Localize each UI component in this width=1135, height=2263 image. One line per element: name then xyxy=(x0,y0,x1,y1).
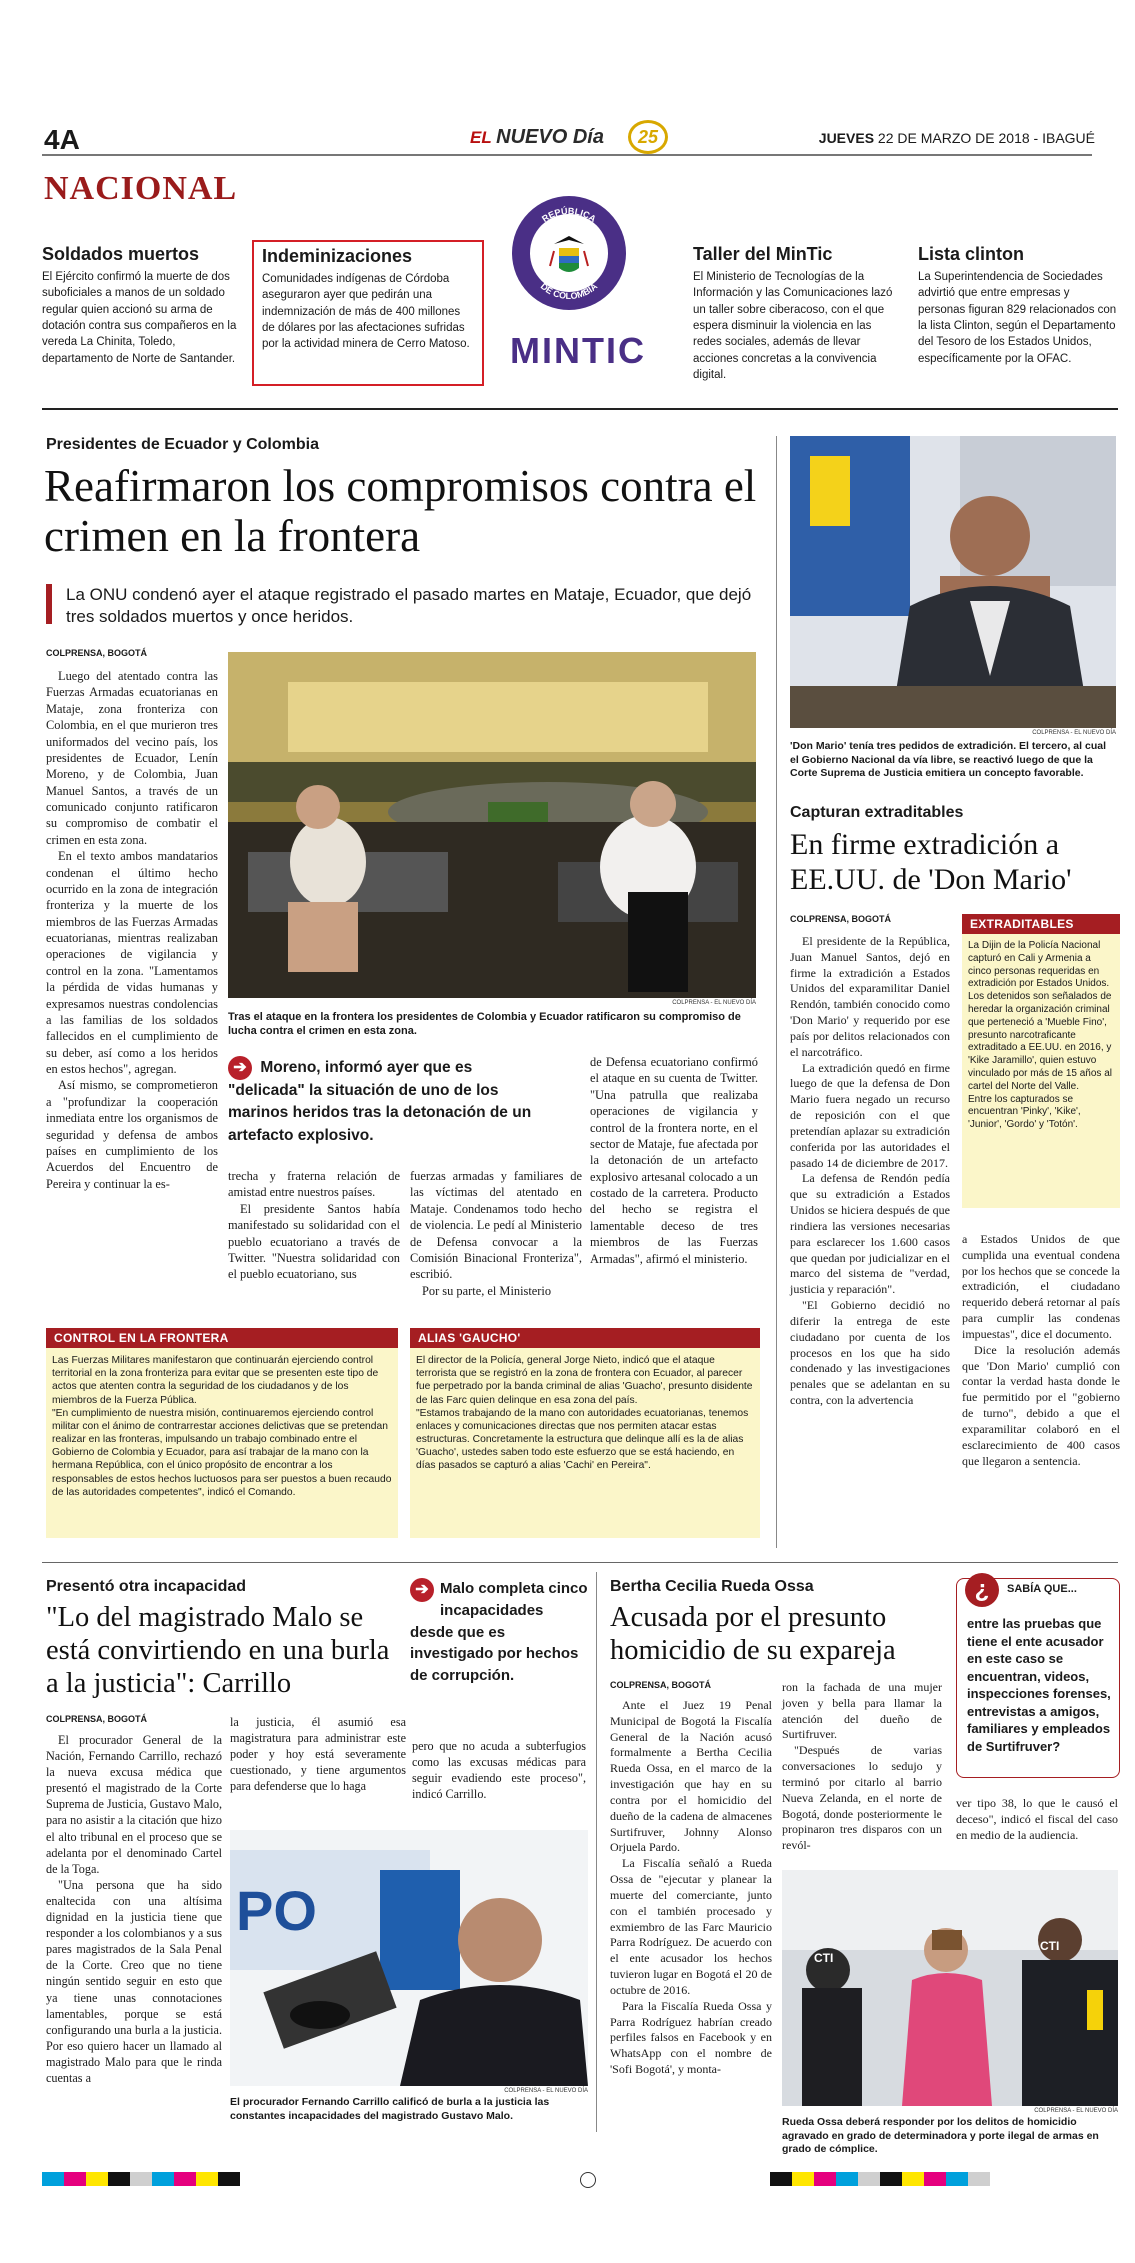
bertha-photo-image xyxy=(782,1870,1118,2106)
brief-title: Taller del MinTic xyxy=(693,244,833,264)
box-text: La Dijin de la Policía Nacional capturó en Cali y Armenia a cinco personas requeridas en extradición por Estados Unidos. Los detenidos son señalados de heredar la organización criminal que perteneció a 'Mueble Fino', presunto narcotraficante extraditado a EE.UU. en 2016, y 'Kike Jaramillo', quien estuvo vinculado por más de 15 años al cartel del Norte del Valle. Entre los capturados se encuentran 'Pinky', 'Kike', 'Junior', 'Gordo' y 'Totón'. xyxy=(968,940,1112,1131)
sabia-text: entre las pruebas que tiene el ente acusador en este caso se encuentran, videos, inspecciones forenses, entrevistas a amigos, familiares y empleados de Surtifruver? xyxy=(967,1616,1111,1754)
newspaper-logo: EL NUEVO Día xyxy=(470,126,604,148)
sabia-que-box xyxy=(956,1578,1120,1778)
print-color-bar-left xyxy=(42,2172,240,2191)
section-title: NACIONAL xyxy=(44,170,238,207)
bertha-headline: Acusada por el presunto homicidio de su expareja xyxy=(610,1602,896,1666)
extradition-col-1: El presidente de la República, Juan Manuel Santos, dejó en firme la extradición a Estados Unidos del exparamilitar Daniel Rendón, también conocido como 'Don Mario' y requerido por ese país por delitos relacionados con el narcotráfico. La extradición quedó en firme luego de que la defensa de Don Mario fuera negado un recurso de reposición con el que pretendían aplazar su extradición conferida por las autoridades el pasado 14 de diciembre de 2017. La defensa de Rendón pedía que su extradición a Estados Unidos se hiciera después de que rindiera las versiones necesarias para esclarecer los 1.600 casos que quedan por judicializar en el marco del sistema de "verdad, justicia y reparación". "El Gobierno decidió no diferir la entrega de este ciudadano por cuenta de los procesos en los que ha sido condenado y las investigaciones penales que se adelantan en su contra, con la advertencia xyxy=(790,934,950,1408)
svg-text:DE COLOMBIA: DE COLOMBIA xyxy=(538,281,600,302)
main-deck: La ONU condenó ayer el ataque registrado el pasado martes en Mataje, Ecuador, que dejó tres soldados muertos y once heridos. xyxy=(66,585,752,626)
bertha-col-3: ver tipo 38, lo que le causó el deceso", indicó el fiscal del caso en medio de la audiencia. xyxy=(956,1796,1118,1842)
arrow-right-icon: ➔ xyxy=(410,1578,434,1602)
svg-text:PO: PO xyxy=(236,1879,317,1942)
extradition-byline: COLPRENSA, BOGOTÁ xyxy=(790,914,892,924)
box-alias-gaucho xyxy=(410,1328,760,1538)
section-divider xyxy=(42,408,1118,410)
carrillo-byline: COLPRENSA, BOGOTÁ xyxy=(46,1714,148,1724)
carrillo-photo-image xyxy=(230,1830,588,2086)
main-photo xyxy=(228,652,756,998)
presidents-meeting-photo xyxy=(228,652,756,998)
box-extraditables xyxy=(962,914,1120,1208)
main-headline: Reafirmaron los compromisos contra el crimen en la frontera xyxy=(44,461,757,561)
main-kicker: Presidentes de Ecuador y Colombia xyxy=(46,436,319,453)
print-color-bar-right xyxy=(770,2172,990,2191)
sabia-title: SABÍA QUE... xyxy=(1007,1583,1077,1595)
carrillo-col-1: El procurador General de la Nación, Fernando Carrillo, rechazó la nueva excusa médica que presentó el magistrado de la Corte Suprema de Justicia, Gustavo Malo, para no asistir a la citación que hizo el alto tribunal en el proceso que se adelanta por el denominado Cartel de la Toga. "Una persona que ha sido enaltecida con una altísima dignidad en la justicia tiene que responder a los colombianos y a sus pares magistrados de la Sala Penal de la Corte. Creo que no tiene ningún sentido seguir en esto que ya tiene unas connotaciones lamentables, porque se está configurando una burla a la justicia. Por eso quiero hacer un llamado al magistrado Malo para que le rinda cuentas a xyxy=(46,1733,223,2085)
page-number: 4A xyxy=(44,124,80,155)
box-text: El director de la Policía, general Jorge Nieto, indicó que el ataque terrorista que se registró en la zona de frontera con Ecuador, al parecer fue perpetrado por la banda criminal de alias 'Guacho', presunto disidente de las Farc quien delinque en esa zona del país. "Estamos trabajando de la mano con autoridades ecuatorianas, tenemos enlaces y comunicaciones directas que nos permiten atacar estas estructuras. Concretamente la estructura que delinque allí es la de alias 'Guacho', ustedes saben todo este esfuerzo que se está haciendo, en días pasados se capturó a alias 'Cachi' en Pereira". xyxy=(416,1355,753,1472)
carrillo-kicker: Presentó otra incapacidad xyxy=(46,1578,247,1595)
bertha-photo-caption: Rueda Ossa deberá responder por los delitos de homicidio agravado en grado de determinadora y porte ilegal de armas en grado de cómplice. xyxy=(782,2116,1099,2156)
mintic-seal-icon xyxy=(512,196,626,310)
carrillo-photo-credit: COLPRENSA - EL NUEVO DÍA xyxy=(504,2088,588,2094)
carrillo-col-2: la justicia, él asumió esa magistratura para administrar este poder y hoy está severamente cuestionado, y tiene argumentos para defenderse que lo haga xyxy=(230,1715,406,1794)
main-col-3: fuerzas armadas y familiares de las víctimas del atentado en Mataje. Condenamos todo hecho de violencia. Le pedí al Ministerio de Defensa convocar a la Comisión Binacional Fronteriza", escribió. Por su parte, el Ministerio xyxy=(410,1169,582,1298)
box-title: EXTRADITABLES xyxy=(962,914,1120,934)
carrillo-photo xyxy=(230,1830,588,2086)
brief-title: Soldados muertos xyxy=(42,244,200,264)
brief-text: Comunidades indígenas de Córdoba aseguraron ayer que pedirán una indemnización de más de 400 millones de dólares por las afectaciones sufridas por la actividad minera de Cerro Matoso. xyxy=(262,273,470,351)
main-byline: COLPRENSA, BOGOTÁ xyxy=(46,648,148,658)
brief-title: Indeminizaciones xyxy=(262,246,413,266)
mintic-wordmark: MINTIC xyxy=(510,330,646,371)
main-photo-caption: Tras el ataque en la frontera los presidentes de Colombia y Ecuador ratificaron su compromiso de lucha contra el crimen en esta zona. xyxy=(228,1011,741,1038)
main-col-4: de Defensa ecuatoriano confirmó el ataque en su cuenta de Twitter. "Una patrulla que realizaba operaciones de vigilancia y control de la frontera norte, en el sector de Mataje, fue afectada por la detonación de un artefacto explosivo artesanal colocado a un costado de la carretera. Producto del hecho se registra el lamentable deceso de tres miembros de las Fuerzas Armadas", afirmó el ministerio. xyxy=(590,1055,758,1266)
bertha-photo xyxy=(782,1870,1118,2106)
don-mario-photo-image xyxy=(790,436,1116,728)
carrillo-photo-caption: El procurador Fernando Carrillo calificó de burla a la justicia las constantes incapacidades del magistrado Gustavo Malo. xyxy=(230,2096,550,2122)
bertha-kicker: Bertha Cecilia Rueda Ossa xyxy=(610,1578,814,1595)
carrillo-pull-quote: ➔ Malo completa cinco incapacidades desde que es investigado por hechos de corrupción. xyxy=(410,1580,588,1684)
carrillo-headline: "Lo del magistrado Malo se está convirtiendo en una burla a la justicia": Carrillo xyxy=(46,1602,390,1699)
extradition-col-2: a Estados Unidos de que cumplida una eventual condena por los hechos que se concede la extradición, el ciudadano requerido deberá retornar al país para cumplir las condenas impuestas", dice el documento. Dice la resolución además que 'Don Mario' cumplió con contar la verdad hasta donde le fue permitido por el "gobierno de turno", debido a que el exparamilitar colaboró en el esclarecimiento de 400 casos que llegaron a sentencia. xyxy=(962,1232,1120,1468)
dateline: JUEVES 22 DE MARZO DE 2018 - IBAGUÉ xyxy=(818,130,1095,146)
section-divider-2 xyxy=(42,1562,1118,1563)
box-title: CONTROL EN LA FRONTERA xyxy=(46,1328,398,1348)
don-mario-photo-caption: 'Don Mario' tenía tres pedidos de extradición. El tercero, al cual el Gobierno Nacional da vía libre, se reactivó luego de que la Corte Suprema de Justicia emitiera un concepto favorable. xyxy=(790,740,1106,780)
don-mario-photo xyxy=(790,436,1116,728)
box-text: Las Fuerzas Militares manifestaron que continuarán ejerciendo control territorial en la zona fronteriza para evitar que se presenten este tipo de actos que atenten contra la seguridad de los ciudadanos y de los miembros de la Fuerza Pública. "En cumplimiento de nuestra misión, continuaremos ejerciendo control militar con el ánimo de contrarrestar acciones delictivas que se pretendan realizar en las fronteras, impulsando un trabajo combinado entre el Gobierno de Colombia y Ecuador, para así trabajar de la mano con la hermana República, con el único propósito de encontrar a los responsables de estos hechos luctuosos para ser puestos a buen recaudo de las autoridades competentes", indicó el Comando. xyxy=(52,1355,392,1498)
box-control-frontera xyxy=(46,1328,398,1538)
deck-marker xyxy=(46,584,52,624)
column-divider-2 xyxy=(596,1572,597,2132)
svg-text:CTI: CTI xyxy=(1040,1939,1060,1953)
bertha-col-2: ron la fachada de una mujer joven y bella para llamar la atención del dueño de Surtifruver. "Después de varias conversaciones lo sedujo y terminó por citarlo al barrio Nueva Zelanda, en el norte de Bogotá, donde posteriormente le propinaron tres disparos con un revól- xyxy=(782,1680,942,1853)
carrillo-col-3: pero que no acuda a subterfugios como las excusas médicas para seguir evadiendo este proceso", indicó Carrillo. xyxy=(412,1739,586,1802)
main-col-1: Luego del atentado contra las Fuerzas Armadas ecuatorianas en Mataje, zona fronteriza con Colombia, en el que murieron tres uniformados del vecino país, los presidentes de Ecuador, Lenín Moreno, y de Colombia, Juan Manuel Santos, a través de un comunicado conjunto ratificaron su compromiso de combatir el crimen en esta zona. En el texto ambos mandatarios condenan el último hecho ocurrido en la zona de integración fronteriza y la muerte de los miembros de las Fuerzas Armadas ecuatorianas, mientras realizaban operaciones de vigilancia y control en la zona. "Lamentamos la pérdida de vidas humanas y expresamos nuestras condolencias a las familias de los soldados fallecidos en el cumplimiento de su deber, así como a los heridos en estos hechos", agregan. Así mismo, se comprometieron a "profundizar la cooperación inmediata entre los organismos de seguridad y defensa de ambos países en cumplimiento de los Acuerdos del Encuentro de Pereira y continuar la es- xyxy=(46,669,218,1191)
brief-indemnizaciones xyxy=(252,240,484,386)
brief-text: El Ejército confirmó la muerte de dos suboficiales a manos de un soldado regular quien accionó su arma de dotación contra sus compañeros en la vereda La Chinita, Toledo, departamento de Norte de Santander. xyxy=(42,271,237,365)
registration-mark-icon xyxy=(580,2172,596,2188)
extradition-kicker: Capturan extraditables xyxy=(790,804,964,821)
main-photo-credit: COLPRENSA - EL NUEVO DÍA xyxy=(672,1000,756,1006)
brief-clinton xyxy=(918,244,1118,367)
question-mark-icon: ¿ xyxy=(965,1573,999,1607)
main-pull-quote: ➔ Moreno, informó ayer que es "delicada" la situación de uno de los marinos heridos tras la detonación de un artefacto explosivo. xyxy=(228,1056,548,1147)
box-title: ALIAS 'GAUCHO' xyxy=(410,1328,760,1348)
brief-text: La Superintendencia de Sociedades advirtió que entre empresas y personas figuran 829 relacionados con la lista Clinton, según el Departamento del Tesoro de los Estados Unidos, específicamente por la OFAC. xyxy=(918,271,1117,365)
extradition-headline: En firme extradición a EE.UU. de 'Don Mario' xyxy=(790,828,1072,896)
arrow-right-icon: ➔ xyxy=(228,1056,252,1080)
bertha-col-1: Ante el Juez 19 Penal Municipal de Bogotá la Fiscalía General de la Nación acusó formalmente a Bertha Cecilia Rueda Ossa, en el marco de la investigación que hay en su contra por el homicidio del dueño de la cadena de almacenes Surtifruver, Johnny Alonso Orjuela Pardo. La Fiscalía señaló a Rueda Ossa de "ejecutar y planear la muerte del comerciante, junto con el también procesado y exmiembro de las Farc Mauricio Parra Rodríguez. De acuerdo con el ente acusador los hechos tuvieron lugar en Bogotá el 20 de octubre de 2016. Para la Fiscalía Rueda Ossa y Parra Rodríguez habrían creado perfiles falsos en Facebook y en WhatsApp con el nombre de 'Sofi Bogotá', y monta- xyxy=(610,1698,772,2077)
bertha-byline: COLPRENSA, BOGOTÁ xyxy=(610,1680,712,1690)
brief-soldados xyxy=(42,244,246,367)
anniversary-badge: 25 xyxy=(628,120,668,154)
don-mario-photo-credit: COLPRENSA - EL NUEVO DÍA xyxy=(1032,730,1116,736)
svg-text:REPÚBLICA: REPÚBLICA xyxy=(540,205,598,225)
bertha-photo-credit: COLPRENSA - EL NUEVO DÍA xyxy=(1034,2108,1118,2114)
main-col-2: trecha y fraterna relación de amistad entre nuestros países. El presidente Santos había manifestado su solidaridad con el pueblo ecuatoriano a través de Twitter. "Nuestra solidaridad con el pueblo ecuatoriano, sus xyxy=(228,1169,400,1282)
svg-text:CTI: CTI xyxy=(814,1951,834,1965)
brief-mintic xyxy=(693,244,893,383)
column-divider xyxy=(776,436,777,1548)
brief-title: Lista clinton xyxy=(918,244,1025,264)
coat-of-arms-icon xyxy=(512,196,626,310)
brief-text: El Ministerio de Tecnologías de la Información y las Comunicaciones lazó un taller sobre ciberacoso, con el que espera disminuir la violencia en las redes sociales, además de llevar acciones concretas a la convivencia digital. xyxy=(693,271,893,381)
